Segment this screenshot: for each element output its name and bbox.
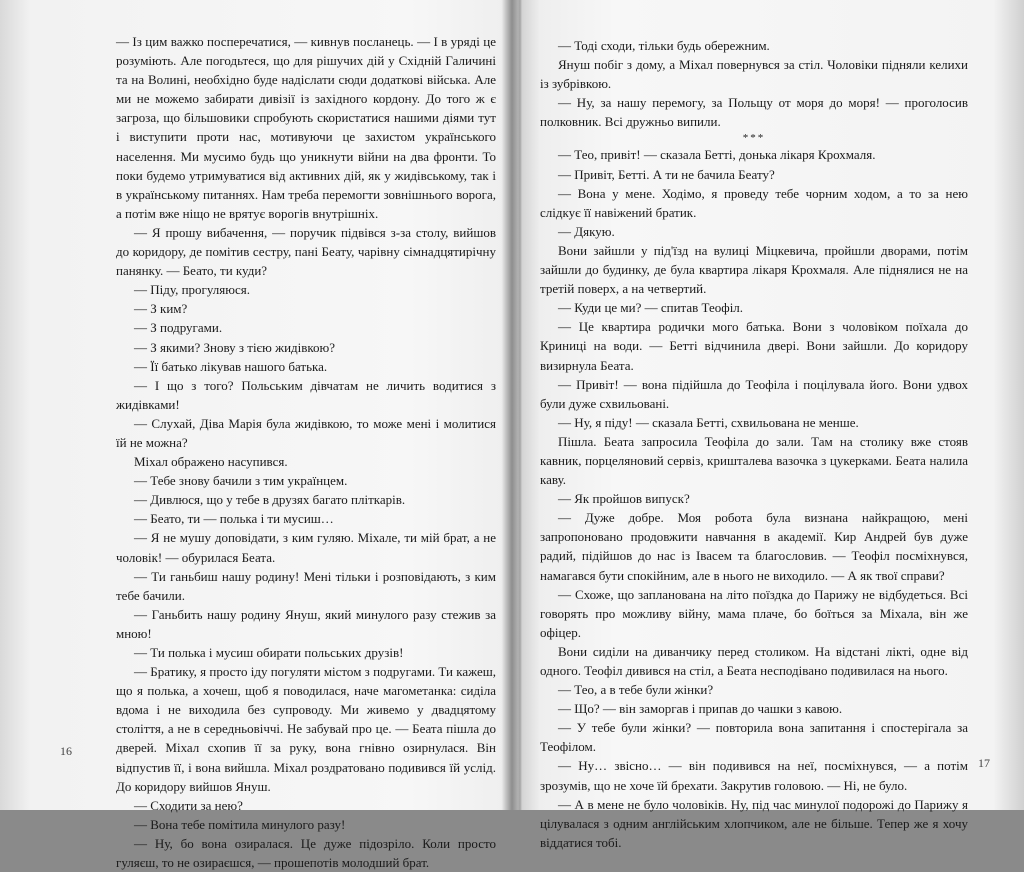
paragraph: — Привіт! — вона підійшла до Теофіла і поцілувала його. Вони удвох були дуже схвильовані.: [540, 376, 968, 411]
paragraph: — З якими? Знову з тією жидівкою?: [134, 339, 336, 355]
paragraph: — Я прошу вибачення, — поручик підвівся з-за столу, вийшов до коридору, де помітив сестру, пані Беату, чарівну сімнадцятирічну панянку. — Беато, ти куди?: [116, 224, 496, 279]
paragraph: — Дивлюся, що у тебе в друзях багато пліткарів.: [134, 492, 406, 508]
paragraph: — А в мене не було чоловіків. Ну, під час минулої подорожі до Парижу я цілувалася з одним англійським хлопчиком, але не більше. Тепер же я хочу віддатися тобі.: [540, 796, 968, 850]
paragraph: — І що з того? Польським дівчатам не личить водитися з жидівками!: [116, 377, 496, 412]
paragraph: — Вона тебе помітила минулого разу!: [134, 816, 346, 832]
paragraph: — Сходити за нею?: [134, 797, 243, 813]
paragraph: — Тео, привіт! — сказала Бетті, донька лікаря Крохмаля.: [558, 147, 876, 163]
page-number-right: 17: [978, 756, 990, 770]
paragraph: — Її батько лікував нашого батька.: [134, 358, 328, 374]
paragraph: Вони сиділи на диванчику перед столиком. На відстані лікті, одне від одного. Теофіл дивився на стіл, а Беата несподівано подивилася на нього.: [540, 643, 968, 678]
paragraph: — Я не мушу доповідати, з ким гуляю. Міхале, ти мій брат, а не чоловік! — обурилася Беата.: [116, 530, 496, 565]
paragraph: — Тео, а в тебе були жінки?: [558, 682, 714, 698]
paragraph: Януш побіг з дому, а Міхал повернувся за стіл. Чоловіки підняли келихи із зубрівкою.: [540, 57, 968, 92]
paragraph: — З ким?: [134, 301, 188, 317]
paragraph: — Ти полька і мусиш обирати польських друзів!: [134, 645, 404, 660]
paragraph: — Із цим важко посперечатися, — кивнув посланець. — І в уряді це розуміють. Але погодьтеся, що для рішучих дій у Східній Галичині та на Волині, необхідно буде надіслати сюди додаткові війська. Але ми не можемо забирати дивізії із західного кордону. До того ж є загроза, що більшовики спробують скористатися нашими діями тут і виступити проти нас, мотивуючи це захистом українського населення. Ми мусимо будь що уникнути війни на два фронти. То поки будемо утримуватися від активних дій, як у жидівському, так і в українському питаннях. Нам треба перемогти зовнішнього ворога, а потім вже ніщо не врятує ворогів внутрішніх.: [116, 34, 496, 221]
paragraph: — Вона у мене. Ходімо, я проведу тебе чорним ходом, а то за нею слідкує її навіжений братик.: [540, 185, 968, 220]
paragraph: — Піду, прогуляюся.: [134, 282, 250, 298]
paragraph: — Ну, я піду! — сказала Бетті, схвильована не менше.: [558, 414, 859, 430]
right-page-text: [540, 36, 968, 852]
paragraph: — Ну, за нашу перемогу, за Польщу от моря до моря! — проголосив полковник. Всі дружньо випили.: [540, 95, 968, 130]
paragraph: Пішла. Беата запросила Теофіла до зали. Там на столику вже стояв кавник, порцеляновий сервіз, кришталева вазочка з цукерками. Беата налила каву.: [540, 433, 968, 488]
paragraph: Вони зайшли у під'їзд на вулиці Міцкевича, пройшли дворами, потім зайшли до будинку, де була квартира лікаря Крохмаля. Але піднялися не на третій поверх, а на четвертий.: [540, 242, 968, 297]
paragraph: — Схоже, що запланована на літо поїздка до Парижу не відбудеться. Всі говорять про можливу війну, мама плаче, бо боїться за Міхала, він же офіцер.: [540, 586, 968, 640]
paragraph: — Беато, ти — полька і ти мусиш…: [134, 511, 334, 527]
paragraph: — Ну… звісно… — він подивився на неї, посміхнувся, — а потім зрозумів, що не хоче їй брехати. Закрутив головою. — Ні, не було.: [540, 758, 968, 793]
paragraph: Міхал ображено насупився.: [134, 454, 288, 470]
paragraph: — Привіт, Бетті. А ти не бачила Беату?: [558, 166, 775, 182]
paragraph: — Тоді сходи, тільки будь обережним.: [558, 38, 770, 53]
section-separator: ***: [742, 132, 766, 145]
paragraph: — Ти ганьбиш нашу родину! Мені тільки і розповідають, з ким тебе бачили.: [116, 568, 496, 603]
paragraph: — Це квартира родички мого батька. Вони з чоловіком поїхала до Криниці на води. — Бетті відчинила двері. Вони зайшли. До коридору визирнула Беата.: [540, 319, 968, 373]
paragraph: — З подругами.: [134, 320, 223, 336]
page-number-left: 16: [60, 744, 72, 758]
paragraph: — Дякую.: [558, 223, 615, 239]
paragraph: — Куди це ми? — спитав Теофіл.: [558, 300, 744, 316]
paragraph: — Що? — він заморгав і припав до чашки з кавою.: [558, 701, 843, 717]
paragraph: — Як пройшов випуск?: [558, 491, 690, 507]
paragraph: — Дуже добре. Моя робота була визнана найкращою, мені запропоновано продовжити навчання в академії. Кир Андрей був дуже радий, підійшов до нас із Івасем та благословив. — Теофіл посміхнувся, намагався бути спокійним, але в нього не виходило. — А як твої справи?: [540, 510, 968, 583]
paragraph: — Тебе знову бачили з тим українцем.: [134, 473, 348, 489]
paragraph: — Ганьбить нашу родину Януш, який минулого разу стежив за мною!: [116, 606, 496, 641]
book-gutter: [500, 0, 540, 810]
paragraph: — У тебе були жінки? — повторила вона запитання і спостерігала за Теофілом.: [540, 720, 968, 755]
paragraph: — Братику, я просто іду погуляти містом з подругами. Ти кажеш, що я полька, а хочеш, щоб я поводилася, наче магометанка: сиділа вдома і не виходила без супроводу. Ми живемо у двадцятому століття, а не в середньовіччі. Не забувай про це. — Беата пішла до дверей. Міхал схопив її за руку, вона гнівно озирнулася. Він відпустив її, і вона вийшла. Міхал роздратовано подивився їй услід. До коридору вийшов Януш.: [116, 664, 496, 794]
paragraph: — Ну, бо вона озиралася. Це дуже підозріло. Коли просто гуляєш, то не озираєшся, — прошепотів молодший брат.: [116, 835, 496, 871]
left-page-text: [116, 32, 496, 872]
paragraph: — Слухай, Діва Марія була жидівкою, то може мені і молитися їй не можна?: [116, 415, 496, 450]
